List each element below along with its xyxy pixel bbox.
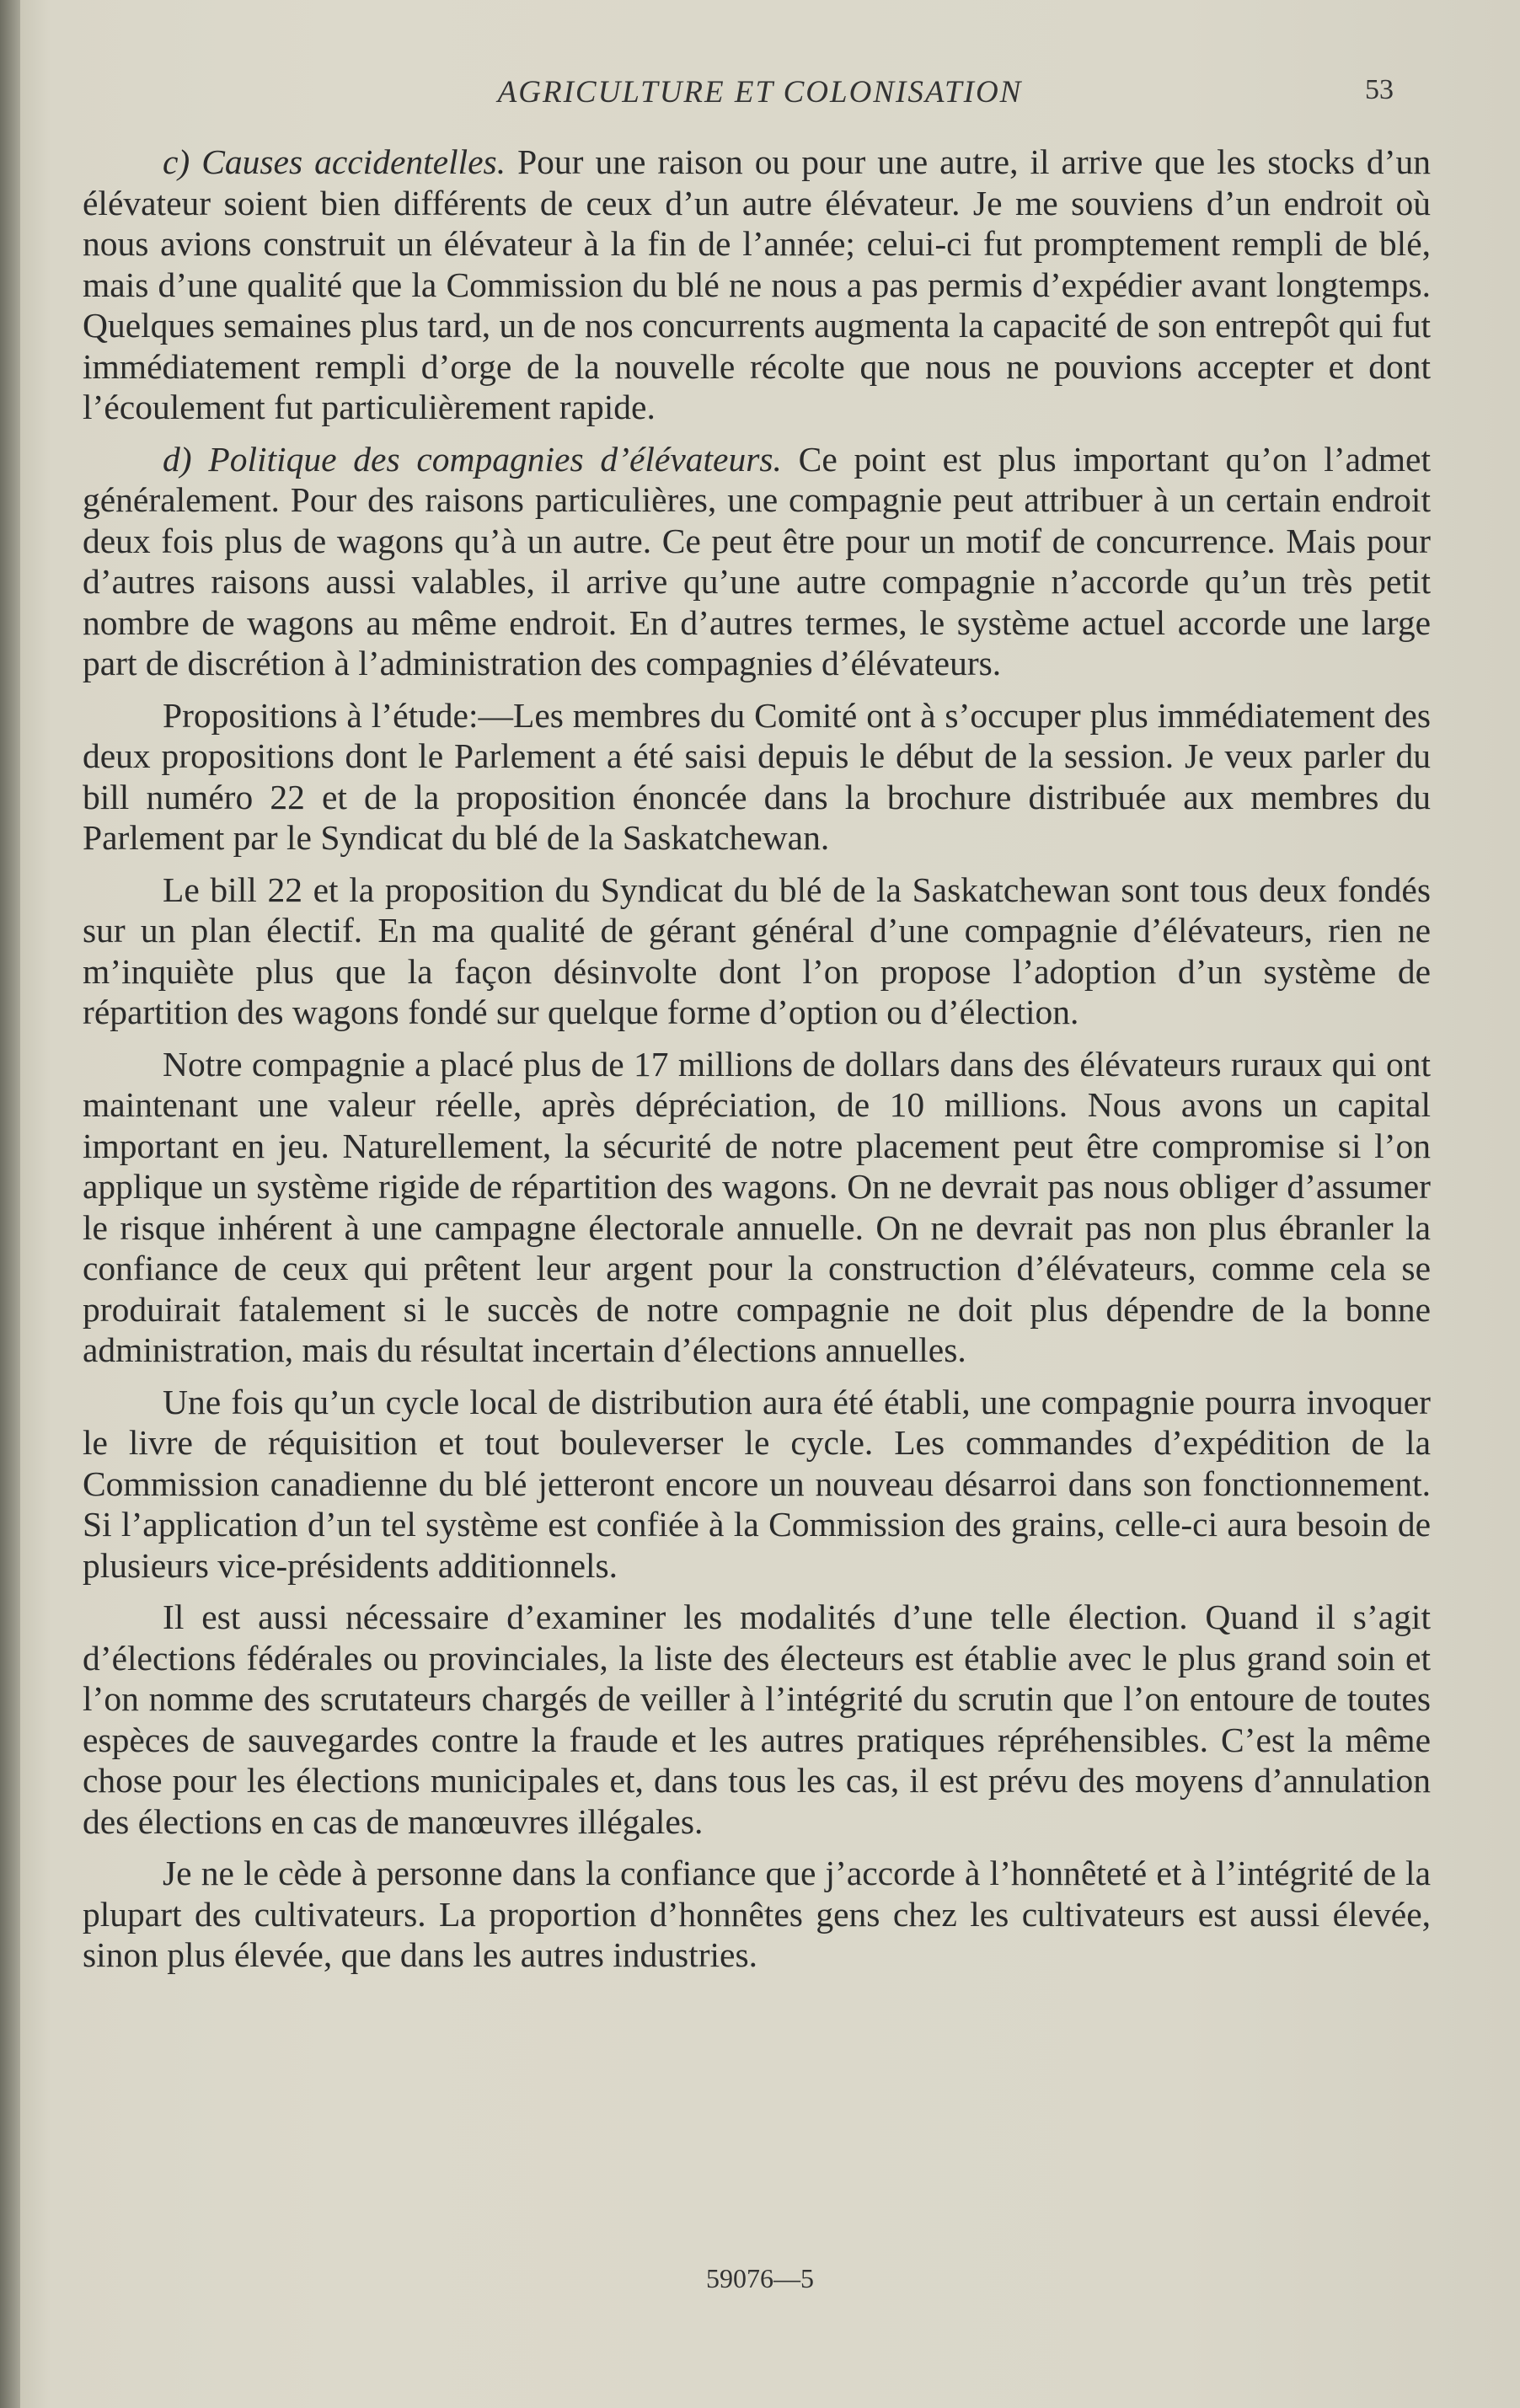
paragraph-text: Propositions à l’étude:—Les membres du Comité ont à s’occuper plus immédiatement des deux propositions dont le Parlement a été saisi depuis le début de la session. Je veux parler du bill numéro 22 et de la proposition énoncée dans la brochure distribuée aux membres du Parlement par le Syndicat du blé de la Saskatchewan.: [83, 695, 1431, 857]
paragraph-text: Je ne le cède à personne dans la confiance que j’accorde à l’honnêteté et à l’intégrité de la plupart des cultivateurs. La proportion d’honnêtes gens chez les cultivateurs est aussi élevée, sinon plus élevée, que dans les autres industries.: [83, 1854, 1431, 1974]
paragraph-text: Le bill 22 et la proposition du Syndicat du blé de la Saskatchewan sont tous deux fondés sur un plan électif. En ma qualité de gérant général d’une compagnie d’élévateurs, rien ne m’inquiète plus que la façon désinvolte dont l’on propose l’adoption d’un système de répartition des wagons fondé sur quelque forme d’option ou d’élection.: [83, 870, 1431, 1031]
paragraph-cycle-local: [83, 1382, 1431, 1587]
paragraph-text: Il est aussi nécessaire d’examiner les modalités d’une telle élection. Quand il s’agit d’élections fédérales ou provinciales, la liste des électeurs est établie avec le plus grand soin et l’on nomme des scrutateurs chargés de veiller à l’intégrité du scrutin que l’on entoure de toutes espèces de sauvegardes contre la fraude et les autres pratiques répréhensibles. C’est la même chose pour les élections municipales et, dans tous les cas, il est prévu des moyens d’annulation des élections en cas de manœuvres illégales.: [83, 1597, 1431, 1841]
body-text: [83, 142, 1431, 1987]
paragraph-causes-accidentelles: [83, 142, 1431, 428]
paragraph-propositions: [83, 695, 1431, 859]
running-head: AGRICULTURE ET COLONISATION: [497, 75, 1023, 110]
paragraph-text: Notre compagnie a placé plus de 17 millions de dollars dans des élévateurs ruraux qui ont maintenant une valeur réelle, après dépréciation, de 10 millions. Nous avons un capital important en jeu. Naturellement, la sécurité de notre placement peut être compromise si l’on applique un système rigide de répartition des wagons. On ne devrait pas nous obliger d’assumer le risque inhérent à une campagne électorale annuelle. On ne devrait pas non plus ébranler la confiance de ceux qui prêtent leur argent pour la construction d’élévateurs, comme cela se produirait fatalement si le succès de notre compagnie ne doit plus dépendre de la bonne administration, mais du résultat incertain d’élections annuelles.: [83, 1044, 1431, 1369]
paragraph-text: Pour une raison ou pour une autre, il arrive que les stocks d’un élévateur soient bien différents de ceux d’un autre élévateur. Je me souviens d’un endroit où nous avions construit un élévateur à la fin de l’année; celui-ci fut promptement rempli de blé, mais d’une qualité que la Commission du blé ne nous a pas permis d’expédier avant longtemps. Quelques semaines plus tard, un de nos concurrents augmenta la capacité de son entrepôt qui fut immédiatement rempli d’orge de la nouvelle récolte que nous ne pouvions accepter et dont l’écoulement fut particulièrement rapide.: [83, 142, 1431, 426]
signature-code: 59076—5: [706, 2263, 814, 2293]
paragraph-bill-22: [83, 870, 1431, 1033]
paragraph-modalites-election: [83, 1597, 1431, 1842]
page-binding-shadow: [0, 0, 20, 2408]
paragraph-notre-compagnie: [83, 1044, 1431, 1371]
paragraph-honnetete: [83, 1853, 1431, 1976]
paragraph-lead: c) Causes accidentelles.: [163, 142, 506, 181]
paragraph-text: Une fois qu’un cycle local de distribution aura été établi, une compagnie pourra invoquer le livre de réquisition et tout bouleverser le cycle. Les commandes d’expédition de la Commission canadienne du blé jetteront encore un nouveau désarroi dans son fonctionnement. Si l’application d’un tel système est confiée à la Commission des grains, celle-ci aura besoin de plusieurs vice-présidents additionnels.: [83, 1382, 1431, 1585]
paragraph-politique-compagnies: [83, 439, 1431, 684]
paragraph-text: Ce point est plus important qu’on l’admet généralement. Pour des raisons particulières, une compagnie peut attribuer à un certain endroit deux fois plus de wagons qu’à un autre. Ce peut être pour un motif de concurrence. Mais pour d’autres raisons aussi valables, il arrive qu’une autre compagnie n’accorde qu’un très petit nombre de wagons au même endroit. En d’autres termes, le système actuel accorde une large part de discrétion à l’administration des compagnies d’élévateurs.: [83, 439, 1431, 682]
page-header: [0, 74, 1520, 125]
paragraph-lead: d) Politique des compagnies d’élévateurs.: [163, 439, 782, 479]
page-number: 53: [1365, 74, 1394, 105]
